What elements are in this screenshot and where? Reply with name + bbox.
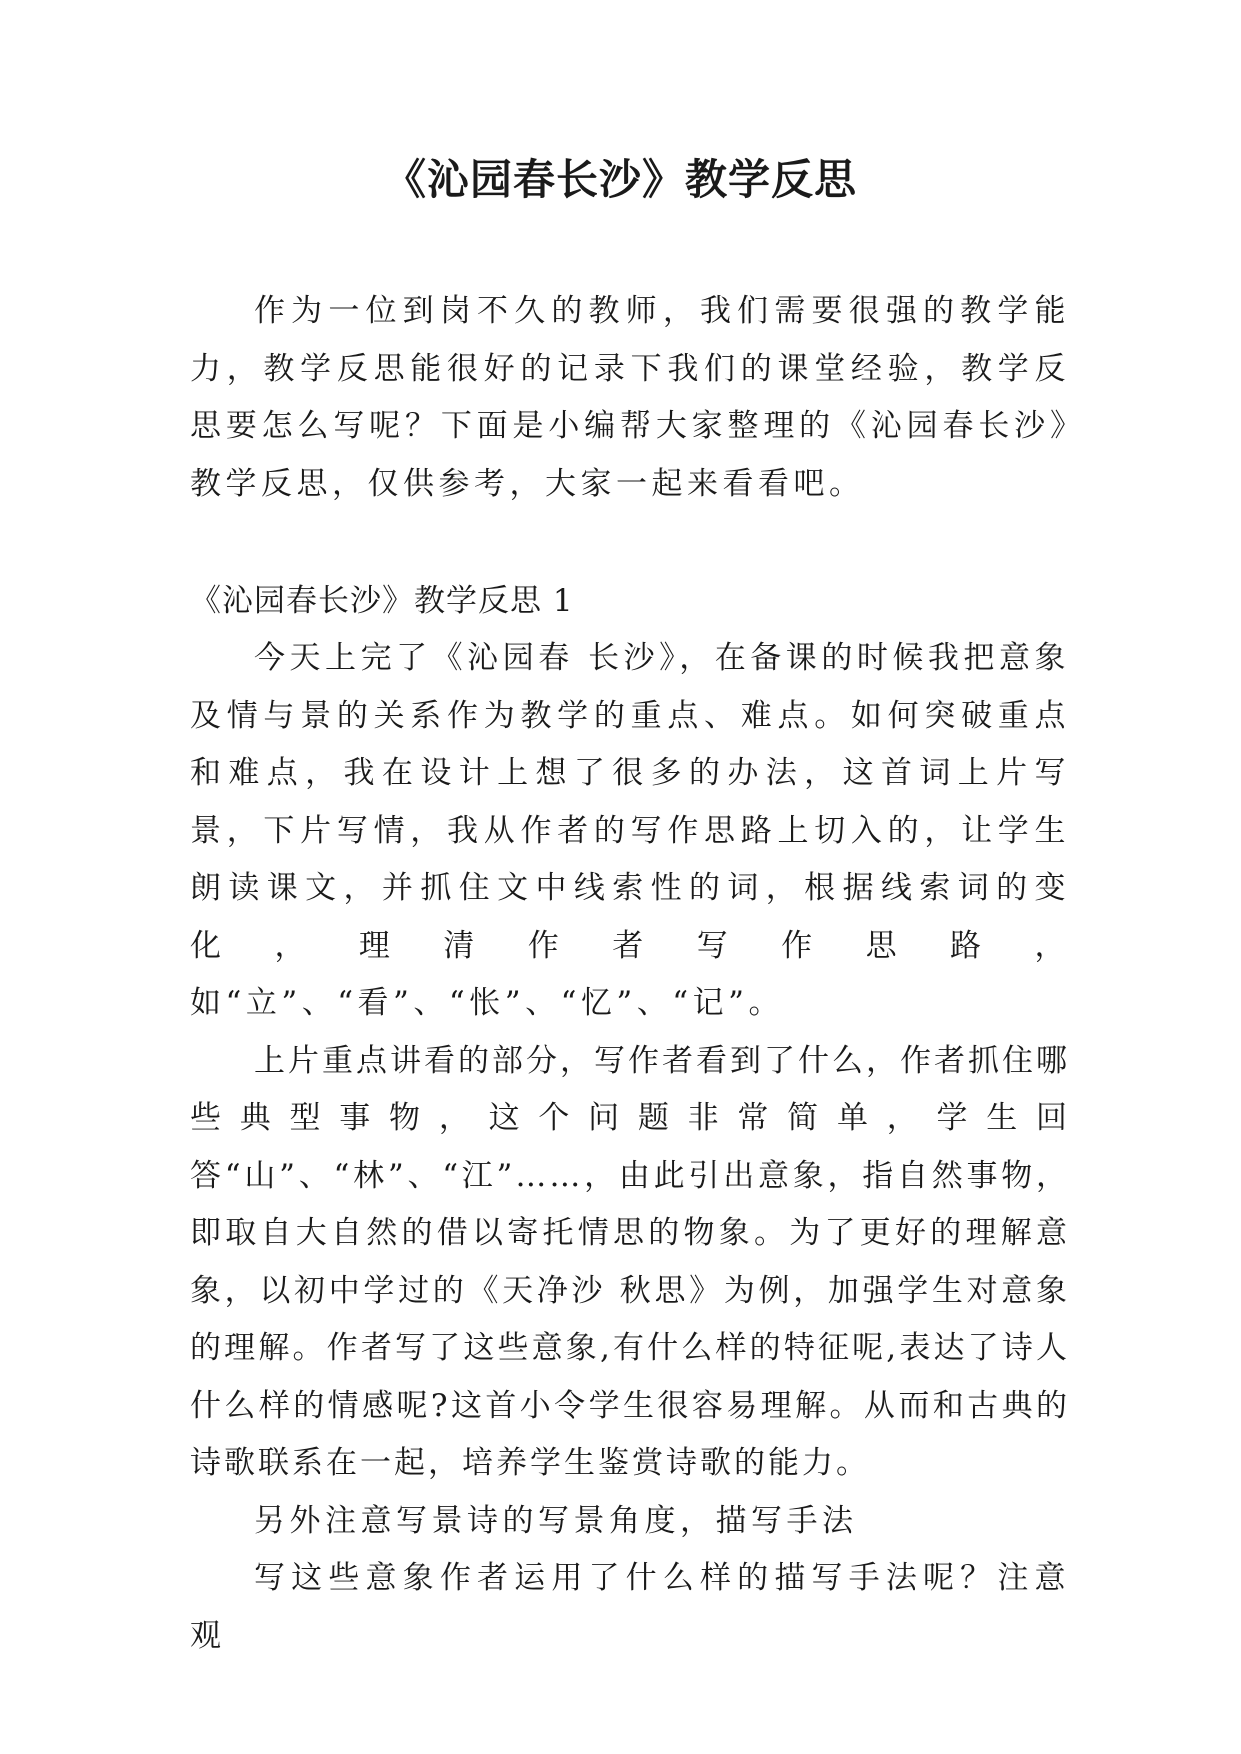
body-paragraph-2: 上片重点讲看的部分，写作者看到了什么，作者抓住哪些典型事物，这个问题非常简单，学生回答“山”、“林”、“江”……，由此引出意象，指自然事物，即取自大自然的借以寄托情思的物象。为了更好的理解意象，以初中学过的《天净沙 秋思》为例，加强学生对意象的理解。作者写了这些意象,有什么样的特征呢,表达了诗人什么样的情感呢?这首小令学生很容易理解。从而和古典的诗歌联系在一起，培养学生鉴赏诗歌的能力。 <box>190 1042 1070 1481</box>
intro-paragraph: 作为一位到岗不久的教师，我们需要很强的教学能力，教学反思能很好的记录下我们的课堂经验，教学反思要怎么写呢？下面是小编帮大家整理的《沁园春长沙》教学反思，仅供参考，大家一起来看看吧。 <box>190 293 1070 502</box>
body-paragraph-1: 今天上完了《沁园春 长沙》，在备课的时候我把意象及情与景的关系作为教学的重点、难点。如何突破重点和难点，我在设计上想了很多的办法，这首词上片写景，下片写情，我从作者的写作思路上切入的，让学生朗读课文，并抓住文中线索性的词，根据线索词的变化，理清作者写作思路，如“立”、“看”、“怅”、“忆”、“记”。 <box>190 640 1070 1021</box>
body-paragraph-3: 另外注意写景诗的写景角度，描写手法 <box>254 1502 858 1539</box>
document-title: 《沁园春长沙》教学反思 <box>383 155 857 204</box>
section-body <box>190 630 1070 1665</box>
section-heading: 《沁园春长沙》教学反思 1 <box>190 583 574 619</box>
body-paragraph-4: 写这些意象作者运用了什么样的描写手法呢？注意观 <box>190 1560 1070 1654</box>
